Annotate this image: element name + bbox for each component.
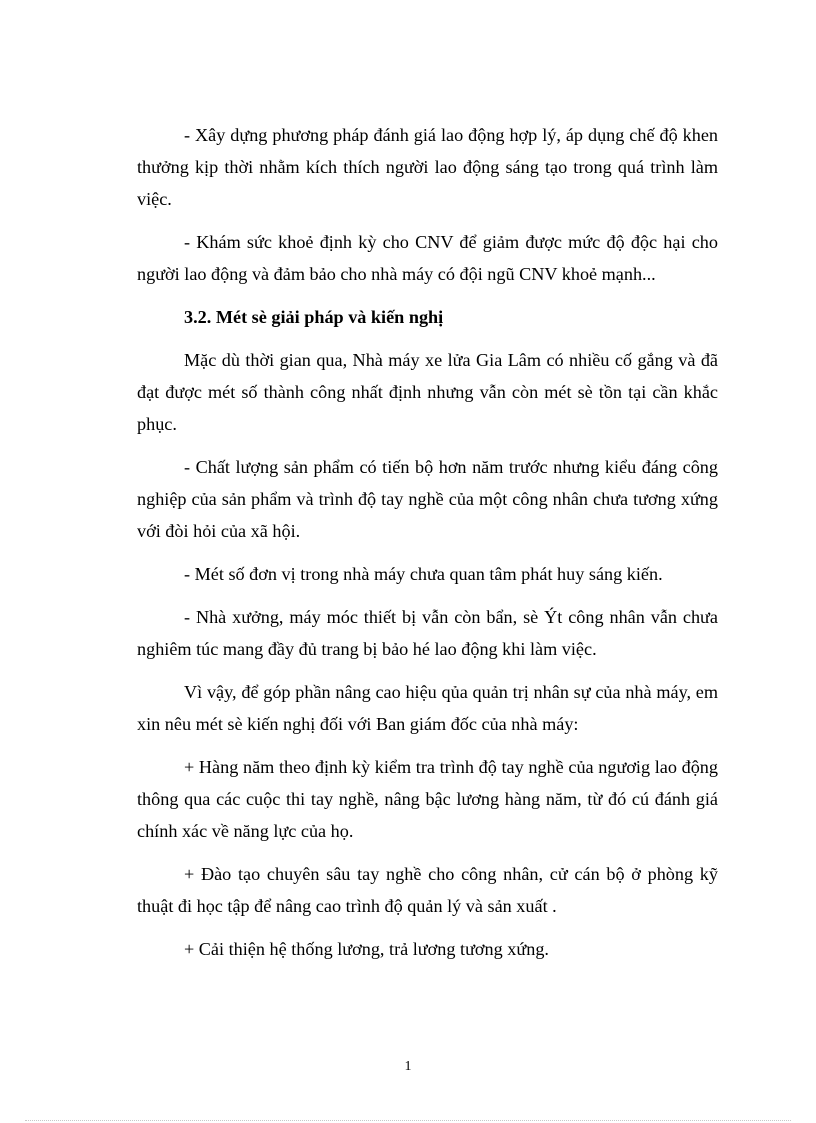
paragraph-training: + Đào tạo chuyên sâu tay nghề cho công nhân, cử cán bộ ở phòng kỹ thuật đi học tập để nâng cao trình độ quản lý và sản xuất . (137, 864, 718, 916)
paragraph-intro-limitations: Mặc dù thời gian qua, Nhà máy xe lửa Gia Lâm có nhiều cố gắng và đã đạt được mét số thành công nhất định nhưng vẫn còn mét sè tồn tại cần khắc phục. (137, 350, 718, 434)
page-bottom-divider (25, 1120, 791, 1121)
paragraph-skill-testing: + Hàng năm theo định kỳ kiểm tra trình độ tay nghề của ngươig lao động thông qua các cuộc thi tay nghề, nâng bậc lương hàng năm, từ đó cú đánh giá chính xác về năng lực của họ. (137, 757, 718, 841)
page-content (137, 119, 718, 976)
paragraph-initiatives: - Mét số đơn vị trong nhà máy chưa quan tâm phát huy sáng kiến. (184, 564, 663, 584)
paragraph-recommendations-intro: Vì vậy, để góp phần nâng cao hiệu qủa quản trị nhân sự của nhà máy, em xin nêu mét sè kiến nghị đối với Ban giám đốc của nhà máy: (137, 682, 718, 734)
paragraph-salary: + Cải thiện hệ thống lương, trả lương tương xứng. (184, 939, 549, 959)
paragraph-health-check: - Khám sức khoẻ định kỳ cho CNV để giảm được mức độ độc hại cho người lao động và đảm bảo cho nhà máy có đội ngũ CNV khoẻ mạnh... (137, 232, 718, 284)
paragraph-product-quality: - Chất lượng sản phẩm có tiến bộ hơn năm trước nhưng kiểu đáng công nghiệp của sản phẩm và trình độ tay nghề của một công nhân chưa tương xứng với đòi hỏi của xã hội. (137, 457, 718, 541)
paragraph-workshop: - Nhà xưởng, máy móc thiết bị vẫn còn bẩn, sè Ýt công nhân vẫn chưa nghiêm túc mang đầy đủ trang bị bảo hé lao động khi làm việc. (137, 607, 718, 659)
section-heading: 3.2. Mét sè giải pháp và kiến nghị (184, 307, 444, 327)
page-number: 1 (404, 1059, 412, 1074)
paragraph-evaluation-method: - Xây dựng phương pháp đánh giá lao động hợp lý, áp dụng chế độ khen thưởng kịp thời nhằm kích thích người lao động sáng tạo trong quá trình làm việc. (137, 125, 718, 209)
